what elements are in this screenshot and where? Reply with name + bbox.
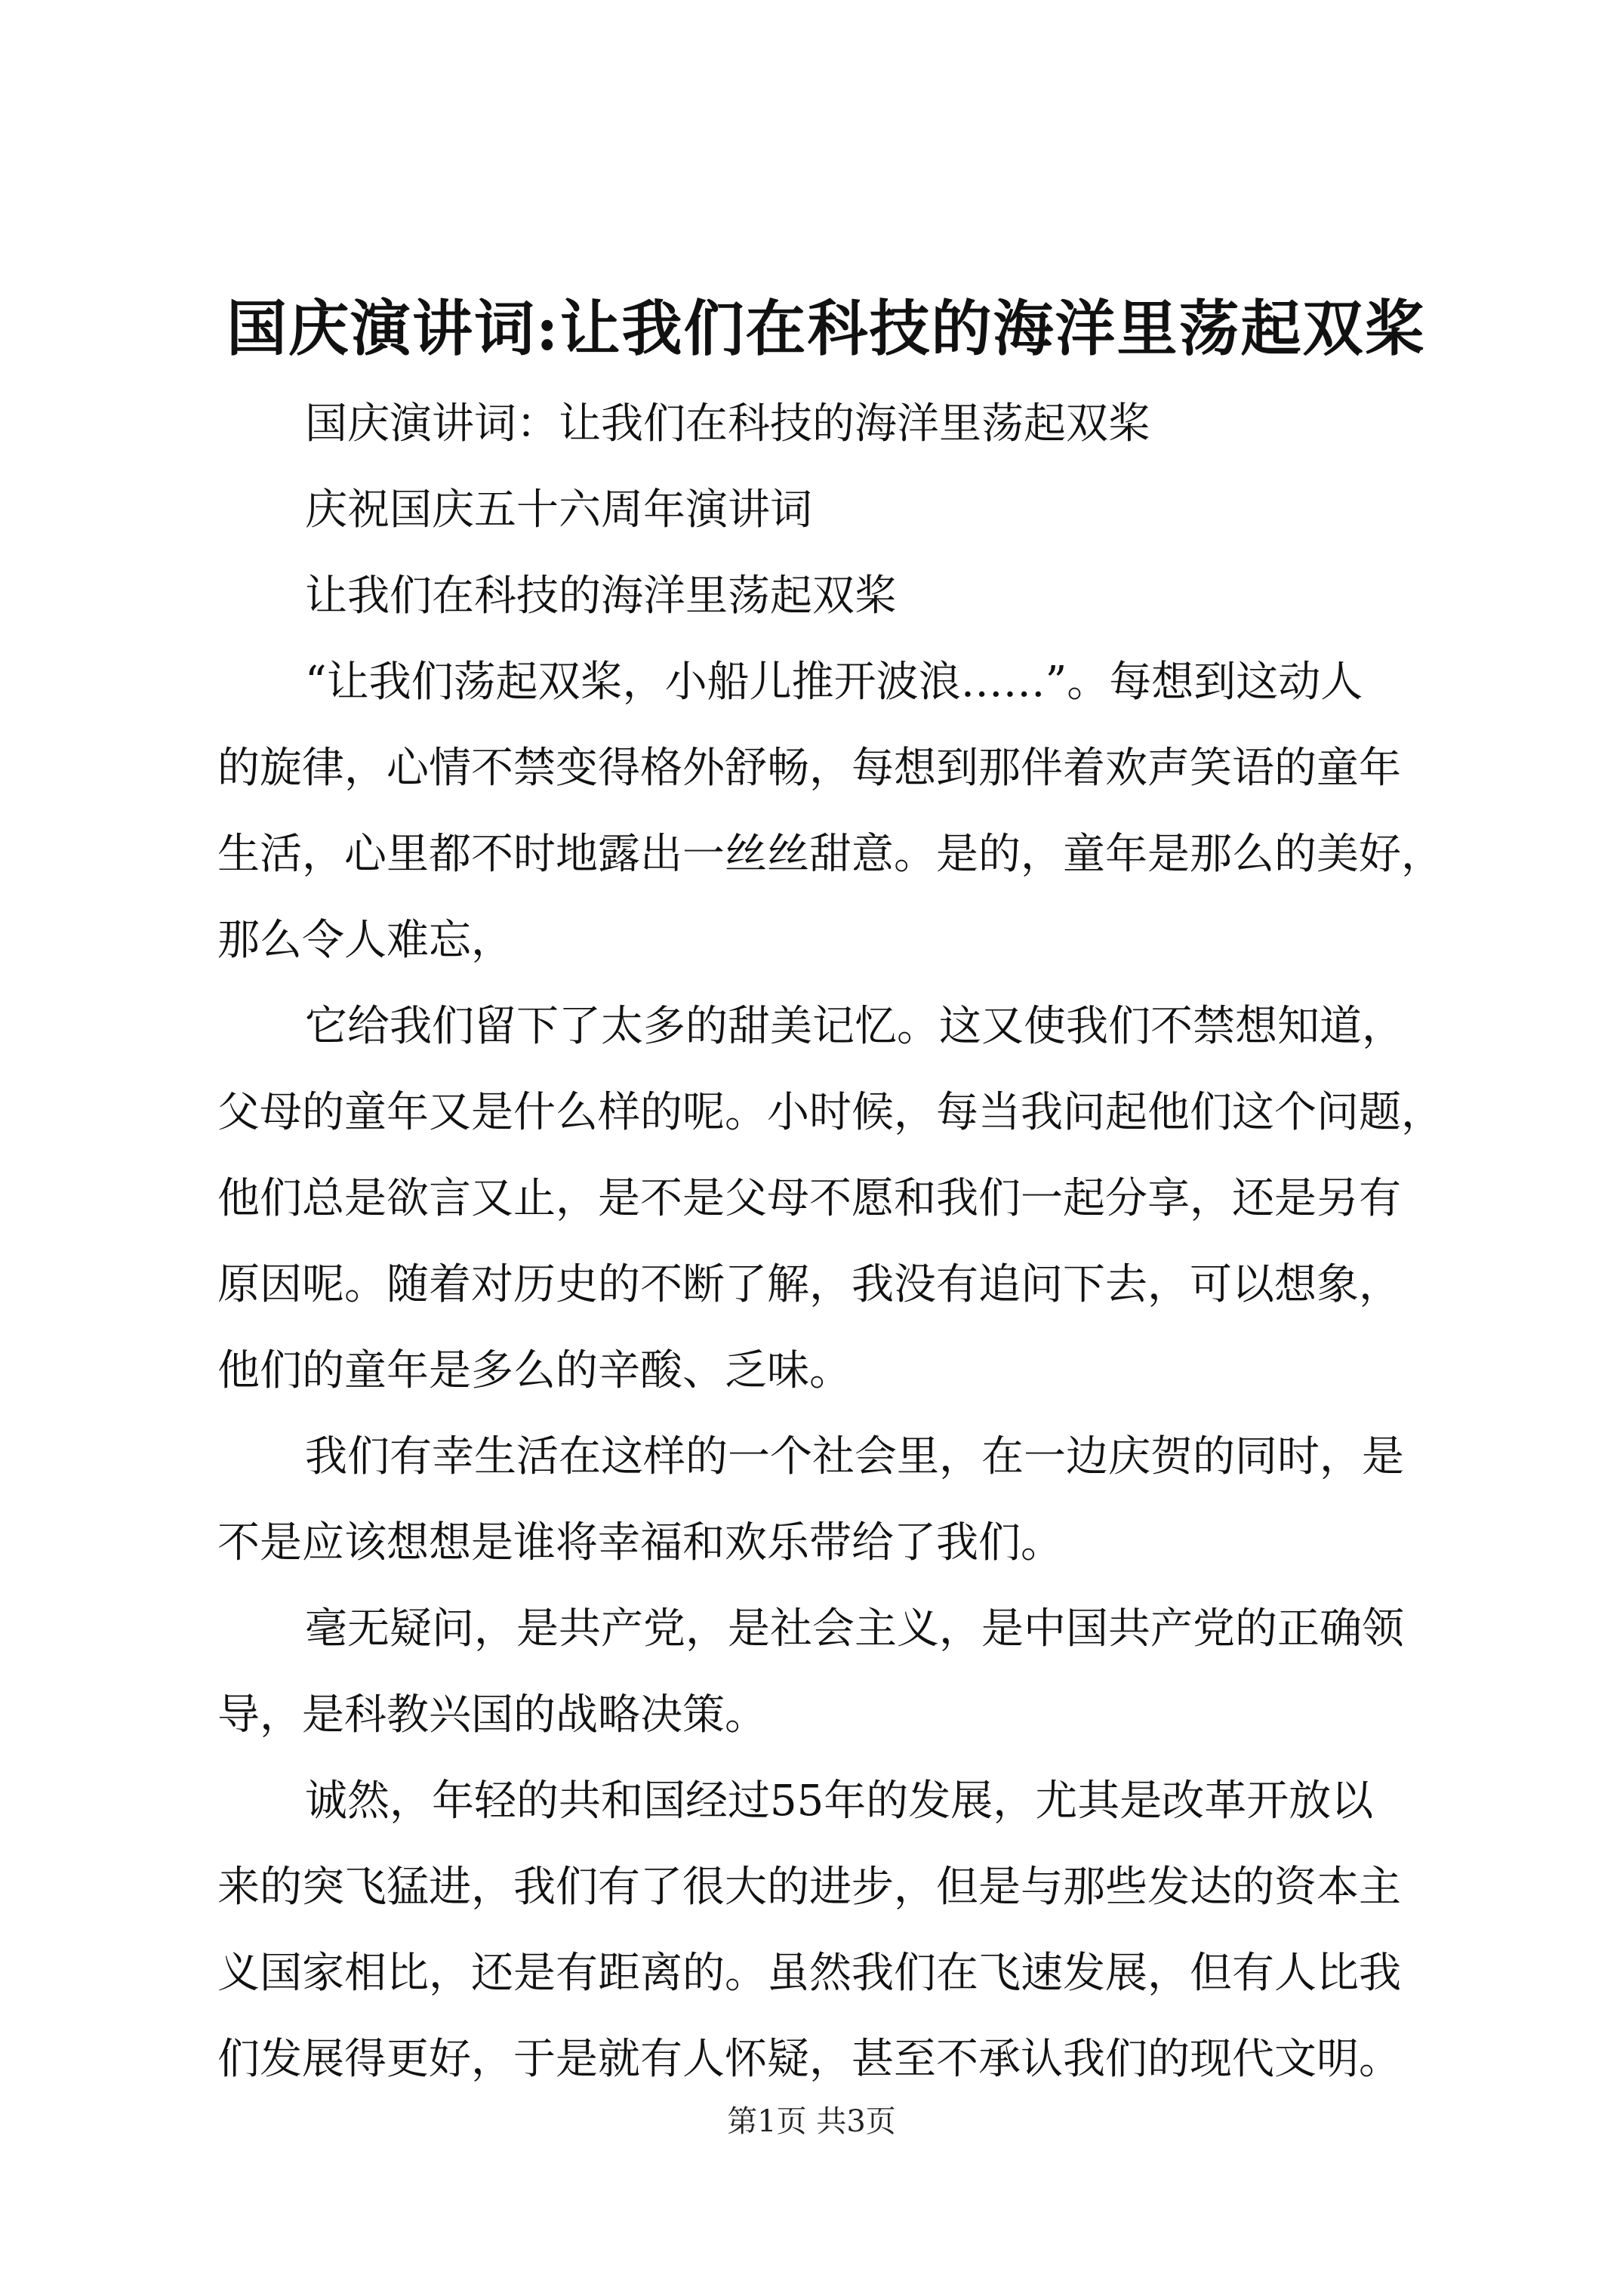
- body-line: 的旋律，心情不禁变得格外舒畅，每想到那伴着欢声笑语的童年: [217, 744, 1401, 793]
- body-line: 让我们在科技的海洋里荡起双桨: [305, 572, 897, 621]
- body-line: 诚然，年轻的共和国经过55年的发展，尤其是改革开放以: [305, 1777, 1374, 1826]
- body-line: 父母的童年又是什么样的呢。小时候，每当我问起他们这个问题，: [217, 1088, 1443, 1137]
- body-line: 庆祝国庆五十六周年演讲词: [305, 485, 812, 535]
- page-footer: 第1页 共3页: [727, 2104, 896, 2139]
- document-title: 国庆演讲词:让我们在科技的海洋里荡起双桨: [226, 293, 1427, 364]
- body-line: 国庆演讲词：让我们在科技的海洋里荡起双桨: [305, 399, 1150, 448]
- body-line: 生活，心里都不时地露出一丝丝甜意。是的，童年是那么的美好，: [217, 830, 1443, 879]
- body-line: 它给我们留下了太多的甜美记忆。这又使我们不禁想知道，: [305, 1002, 1404, 1051]
- body-line: 原因呢。随着对历史的不断了解，我没有追问下去，可以想象，: [217, 1260, 1401, 1309]
- body-line: 不是应该想想是谁将幸福和欢乐带给了我们。: [217, 1518, 1063, 1567]
- body-line: 我们有幸生活在这样的一个社会里，在一边庆贺的同时，是: [305, 1432, 1404, 1481]
- body-line: 他们的童年是多么的辛酸、乏味。: [217, 1346, 852, 1395]
- document-body: [217, 381, 1443, 2103]
- body-line: 来的突飞猛进，我们有了很大的进步，但是与那些发达的资本主: [217, 1863, 1401, 1912]
- body-line: 那么令人难忘，: [217, 916, 513, 965]
- body-line: 他们总是欲言又止，是不是父母不愿和我们一起分享，还是另有: [217, 1174, 1401, 1223]
- body-line: 导，是科教兴国的战略决策。: [217, 1690, 767, 1740]
- body-line: 毫无疑问，是共产党，是社会主义，是中国共产党的正确领: [305, 1604, 1404, 1653]
- body-line: “让我们荡起双桨，小船儿推开波浪……”。每想到这动人: [305, 658, 1363, 707]
- body-line: 们发展得更好，于是就有人怀疑，甚至不承认我们的现代文明。: [217, 2035, 1401, 2084]
- body-line: 义国家相比，还是有距离的。虽然我们在飞速发展，但有人比我: [217, 1949, 1401, 1998]
